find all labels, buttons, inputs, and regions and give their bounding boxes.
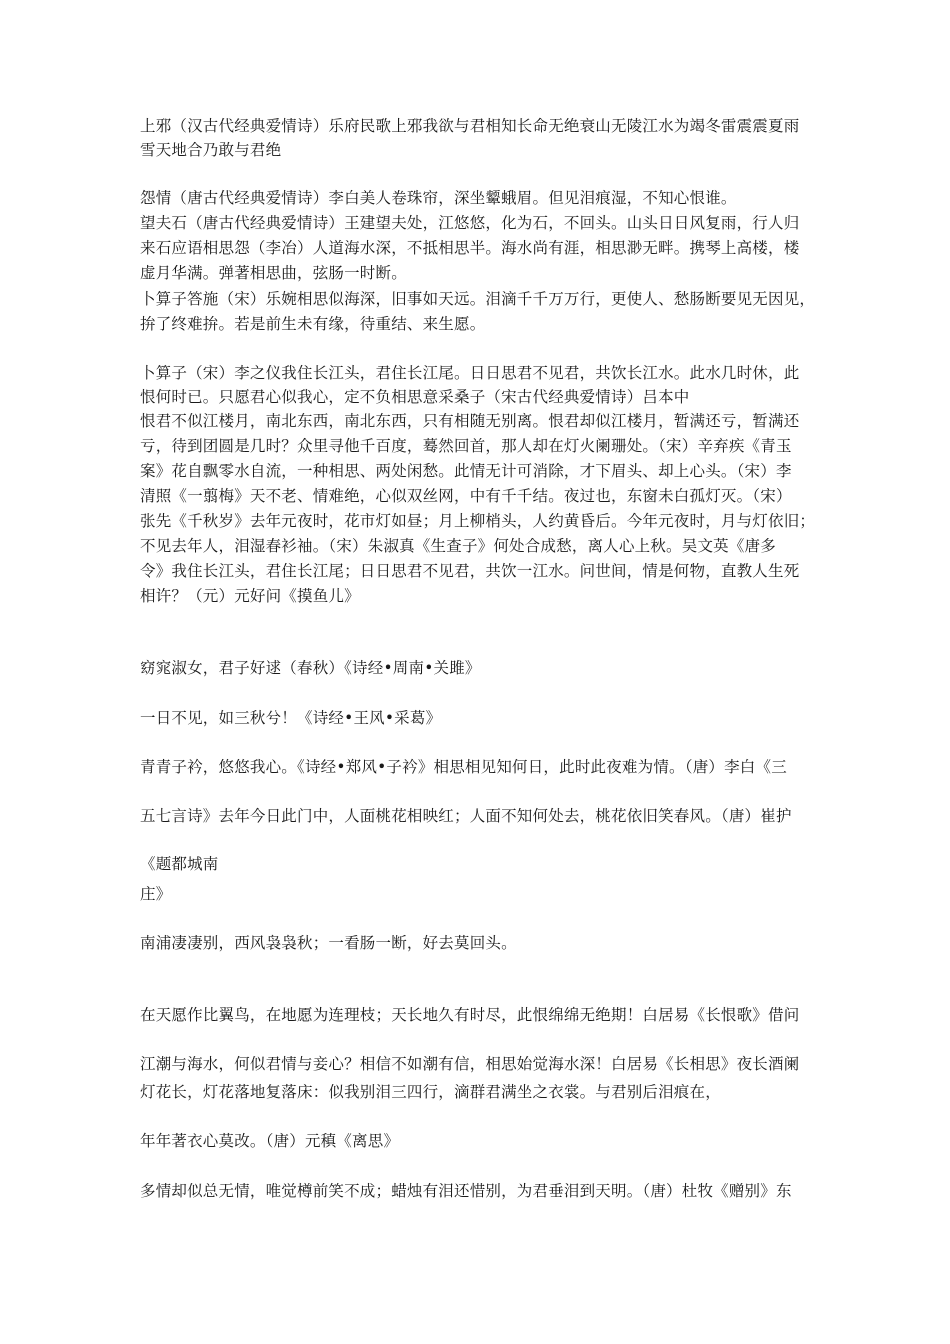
text-line: 张先《千秋岁》去年元夜时，花市灯如昼；月上柳梢头，人约黄昏后。今年元夜时，月与灯依旧； — [140, 512, 816, 530]
text-line: 令》我住长江头，君住长江尾；日日思君不见君，共饮一江水。问世间，情是何物，直教人生死 — [140, 562, 800, 580]
text-line: 怨情（唐古代经典爱情诗）李白美人卷珠帘，深坐颦蛾眉。但见泪痕湿，不知心恨谁。 — [140, 189, 737, 207]
text-line: 一日不见，如三秋兮！《诗经•王风•采葛》 — [140, 709, 442, 727]
text-line: 青青子衿，悠悠我心。《诗经•郑风•子衿》相思相见知何日，此时此夜难为情。（唐）李白《三 — [140, 758, 787, 776]
text-line: 相许？（元）元好问《摸鱼儿》 — [140, 587, 360, 605]
text-line: 望夫石（唐古代经典爱情诗）王建望夫处，江悠悠，化为石，不回头。山头日日风复雨，行人归 — [140, 214, 800, 232]
text-line: 雪天地合乃敢与君绝 — [140, 141, 282, 159]
text-line: 来石应语相思怨（李冶）人道海水深，不抵相思半。海水尚有涯，相思渺无畔。携琴上高楼，楼 — [140, 239, 800, 257]
text-line: 在天愿作比翼鸟，在地愿为连理枝；天长地久有时尽，此恨绵绵无绝期！白居易《长恨歌》借问 — [140, 1006, 800, 1024]
text-line: 清照《一翦梅》天不老、情难绝，心似双丝网，中有千千结。夜过也，东窗未白孤灯灭。（宋） — [140, 487, 792, 505]
text-line: 多情却似总无情，唯觉樽前笑不成；蜡烛有泪还惜别，为君垂泪到天明。（唐）杜牧《赠别》东 — [140, 1182, 792, 1200]
text-line: 恨何时已。只愿君心似我心，定不负相思意采桑子（宋古代经典爱情诗）吕本中 — [140, 388, 690, 406]
text-line: 五七言诗》去年今日此门中，人面桃花相映红；人面不知何处去，桃花依旧笑春风。（唐）崔护 — [140, 807, 792, 825]
text-line: 窈窕淑女，君子好逑（春秋）《诗经•周南•关雎》 — [140, 659, 481, 677]
text-line: 上邪（汉古代经典爱情诗）乐府民歌上邪我欲与君相知长命无绝衰山无陵江水为竭冬雷震震夏雨 — [140, 117, 800, 135]
text-line: 《题都城南 — [140, 855, 219, 873]
text-line: 年年著衣心莫改。（唐）元稹《离思》 — [140, 1132, 400, 1150]
text-line: 恨君不似江楼月，南北东西，南北东西，只有相随无别离。恨君却似江楼月，暂满还亏，暂满还 — [140, 412, 800, 430]
text-line: 拚了终难拚。若是前生未有缘，待重结、来生愿。 — [140, 315, 486, 333]
text-line: 庄》 — [140, 885, 172, 903]
text-line: 卜算子（宋）李之仪我住长江头，君住长江尾。日日思君不见君，共饮长江水。此水几时休，此 — [140, 364, 800, 382]
text-line: 灯花长，灯花落地复落床：似我别泪三四行，滴群君满坐之衣裳。与君别后泪痕在， — [140, 1083, 721, 1101]
text-line: 虚月华满。弹著相思曲，弦肠一时断。 — [140, 264, 407, 282]
text-line: 南浦凄凄别，西风袅袅秋；一看肠一断，好去莫回头。 — [140, 934, 517, 952]
text-line: 案》花自飘零水自流，一种相思、两处闲愁。此情无计可消除，才下眉头、却上心头。（宋）李 — [140, 462, 792, 480]
text-line: 亏，待到团圆是几时？众里寻他千百度，蓦然回首，那人却在灯火阑珊处。（宋）辛弃疾《青玉 — [140, 437, 792, 455]
text-line: 不见去年人，泪湿春衫袖。（宋）朱淑真《生查子》何处合成愁，离人心上秋。吴文英《唐多 — [140, 537, 776, 555]
text-line: 卜算子答施（宋）乐婉相思似海深，旧事如天远。泪滴千千万万行，更使人、愁肠断要见无因见， — [140, 290, 816, 308]
text-line: 江潮与海水，何似君情与妾心？相信不如潮有信，相思始觉海水深！白居易《长相思》夜长酒阑 — [140, 1055, 800, 1073]
